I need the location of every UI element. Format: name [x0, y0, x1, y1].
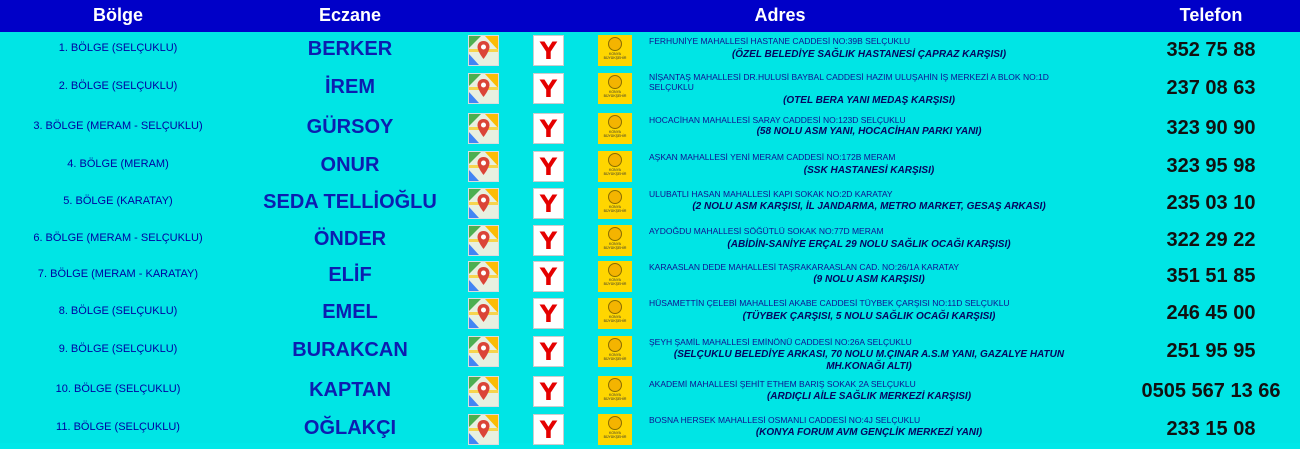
- konya-buyuksehir-icon[interactable]: [598, 414, 632, 445]
- yandex-icon[interactable]: Y: [533, 414, 564, 445]
- address-line: AŞKAN MAHALLESİ YENİ MERAM CADDESİ NO:172B MERAM: [649, 152, 896, 162]
- header-phone: Telefon: [1179, 5, 1243, 25]
- address-line: ULUBATLI HASAN MAHALLESİ KAPI SOKAK NO:2D KARATAY: [649, 189, 893, 199]
- address-line: BOSNA HERSEK MAHALLESİ OSMANLI CADDESİ NO:4J SELÇUKLU: [649, 415, 921, 425]
- region-label: 8. BÖLGE (SELÇUKLU): [58, 305, 178, 317]
- address-note: (SELÇUKLU BELEDİYE ARKASI, 70 NOLU M.ÇINAR A.S.M YANI, GAZALYE HATUN MH.KONAĞI ALTI): [673, 349, 1065, 372]
- konya-logo-text: KONYA BÜYÜKŞEHİR: [603, 315, 627, 323]
- konya-logo-text: KONYA BÜYÜKŞEHİR: [603, 90, 627, 98]
- table-row: [0, 372, 1300, 410]
- pharmacy-name: BURAKCAN: [292, 339, 408, 361]
- table-row: [0, 109, 1300, 147]
- address-line: KARAASLAN DEDE MAHALLESİ TAŞRAKARAASLAN CAD. NO:26/1A KARATAY: [649, 262, 960, 272]
- google-maps-icon[interactable]: [468, 151, 499, 182]
- konya-logo-text: KONYA BÜYÜKŞEHİR: [603, 130, 627, 138]
- yandex-icon[interactable]: Y: [533, 73, 564, 104]
- konya-buyuksehir-icon[interactable]: [598, 298, 632, 329]
- address-note: (TÜYBEK ÇARŞISI, 5 NOLU SAĞLIK OCAĞI KARŞISI): [742, 311, 996, 322]
- table-row: [0, 147, 1300, 185]
- konya-logo-text: KONYA BÜYÜKŞEHİR: [603, 205, 627, 213]
- pharmacy-name: İREM: [325, 76, 375, 98]
- phone-number: 352 75 88: [1166, 39, 1256, 61]
- yandex-icon[interactable]: Y: [533, 376, 564, 407]
- google-maps-icon[interactable]: [468, 261, 499, 292]
- table-row: [0, 294, 1300, 332]
- region-label: 10. BÖLGE (SELÇUKLU): [55, 383, 181, 395]
- phone-number: 251 95 95: [1166, 340, 1256, 362]
- address-line: HOCACİHAN MAHALLESİ SARAY CADDESİ NO:123D SELÇUKLU: [649, 115, 906, 125]
- konya-logo-text: KONYA BÜYÜKŞEHİR: [603, 353, 627, 361]
- phone-number: 0505 567 13 66: [1141, 380, 1281, 402]
- header-region: Bölge: [92, 5, 143, 25]
- google-maps-icon[interactable]: [468, 73, 499, 104]
- table-row: [0, 31, 1300, 69]
- konya-buyuksehir-icon[interactable]: [598, 225, 632, 256]
- table-row: [0, 69, 1300, 107]
- table-row: [0, 257, 1300, 295]
- region-label: 7. BÖLGE (MERAM - KARATAY): [37, 268, 199, 280]
- table-row: [0, 332, 1300, 370]
- konya-logo-text: KONYA BÜYÜKŞEHİR: [603, 431, 627, 439]
- address-note: (9 NOLU ASM KARŞISI): [813, 274, 925, 285]
- region-label: 9. BÖLGE (SELÇUKLU): [58, 343, 178, 355]
- address-note: (KONYA FORUM AVM GENÇLİK MERKEZİ YANI): [755, 427, 983, 438]
- header-address: Adres: [754, 5, 806, 25]
- header-pharmacy: Eczane: [318, 5, 382, 25]
- google-maps-icon[interactable]: [468, 414, 499, 445]
- region-label: 5. BÖLGE (KARATAY): [63, 195, 173, 207]
- yandex-icon[interactable]: Y: [533, 188, 564, 219]
- konya-buyuksehir-icon[interactable]: [598, 73, 632, 104]
- phone-number: 323 90 90: [1166, 117, 1256, 139]
- pharmacy-name: SEDA TELLİOĞLU: [263, 191, 437, 213]
- konya-buyuksehir-icon[interactable]: [598, 113, 632, 144]
- region-label: 1. BÖLGE (SELÇUKLU): [58, 42, 178, 54]
- yandex-icon[interactable]: Y: [533, 298, 564, 329]
- konya-logo-text: KONYA BÜYÜKŞEHİR: [603, 393, 627, 401]
- pharmacy-name: BERKER: [307, 38, 393, 60]
- pharmacy-name: ONUR: [320, 154, 380, 176]
- google-maps-icon[interactable]: [468, 298, 499, 329]
- address-note: (SSK HASTANESİ KARŞISI): [803, 165, 935, 176]
- yandex-icon[interactable]: Y: [533, 336, 564, 367]
- konya-logo-text: KONYA BÜYÜKŞEHİR: [603, 242, 627, 250]
- region-label: 2. BÖLGE (SELÇUKLU): [58, 80, 178, 92]
- phone-number: 233 15 08: [1166, 418, 1256, 440]
- google-maps-icon[interactable]: [468, 376, 499, 407]
- address-note: (ÖZEL BELEDİYE SAĞLIK HASTANESİ ÇAPRAZ KARŞISI): [731, 49, 1007, 60]
- google-maps-icon[interactable]: [468, 188, 499, 219]
- pharmacy-name: ÖNDER: [313, 228, 387, 250]
- address-line: AYDOĞDU MAHALLESİ SÖĞÜTLÜ SOKAK NO:77D MERAM: [649, 226, 884, 236]
- yandex-icon[interactable]: Y: [533, 151, 564, 182]
- phone-number: 322 29 22: [1166, 229, 1256, 251]
- pharmacy-name: OĞLAKÇI: [303, 417, 397, 439]
- google-maps-icon[interactable]: [468, 225, 499, 256]
- table-row: [0, 221, 1300, 259]
- address-note: (OTEL BERA YANI MEDAŞ KARŞISI): [783, 95, 955, 106]
- google-maps-icon[interactable]: [468, 336, 499, 367]
- yandex-icon[interactable]: Y: [533, 225, 564, 256]
- address-line: FERHUNİYE MAHALLESİ HASTANE CADDESİ NO:39B SELÇUKLU: [649, 36, 911, 46]
- address-line: ŞEYH ŞAMİL MAHALLESİ EMİNÖNÜ CADDESİ NO:26A SELÇUKLU: [649, 337, 912, 347]
- address-note: (2 NOLU ASM KARŞISI, İL JANDARMA, METRO MARKET, GESAŞ ARKASI): [692, 201, 1046, 212]
- phone-number: 323 95 98: [1166, 155, 1256, 177]
- region-label: 3. BÖLGE (MERAM - SELÇUKLU): [33, 120, 203, 132]
- region-label: 11. BÖLGE (SELÇUKLU): [56, 421, 180, 433]
- address-line: AKADEMİ MAHALLESİ ŞEHİT ETHEM BARIŞ SOKAK 2A SELÇUKLU: [649, 379, 916, 389]
- pharmacy-name: KAPTAN: [309, 379, 391, 401]
- google-maps-icon[interactable]: [468, 35, 499, 66]
- konya-buyuksehir-icon[interactable]: [598, 151, 632, 182]
- table-row: [0, 184, 1300, 222]
- konya-logo-text: KONYA BÜYÜKŞEHİR: [603, 278, 627, 286]
- pharmacy-name: GÜRSOY: [306, 116, 394, 138]
- address-note: (ABİDİN-SANİYE ERÇAL 29 NOLU SAĞLIK OCAĞI KARŞISI): [727, 239, 1011, 250]
- google-maps-icon[interactable]: [468, 113, 499, 144]
- konya-buyuksehir-icon[interactable]: [598, 188, 632, 219]
- address-line: HÜSAMETTİN ÇELEBİ MAHALLESİ AKABE CADDESİ TÜYBEK ÇARŞISI NO:11D SELÇUKLU: [649, 298, 1010, 308]
- pharmacy-name: ELİF: [328, 264, 372, 286]
- address-line: NİŞANTAŞ MAHALLESİ DR.HULUSİ BAYBAL CADDESİ HAZIM ULUŞAHİN İŞ MERKEZİ A BLOK NO:1D SELÇUKLU: [649, 72, 1049, 92]
- phone-number: 237 08 63: [1166, 77, 1256, 99]
- konya-buyuksehir-icon[interactable]: [598, 35, 632, 66]
- region-label: 4. BÖLGE (MERAM): [67, 158, 169, 170]
- konya-buyuksehir-icon[interactable]: [598, 336, 632, 367]
- address-note: (ARDIÇLI AİLE SAĞLIK MERKEZİ KARŞISI): [766, 391, 972, 402]
- konya-buyuksehir-icon[interactable]: [598, 261, 632, 292]
- phone-number: 351 51 85: [1166, 265, 1256, 287]
- address-note: (58 NOLU ASM YANI, HOCACİHAN PARKI YANI): [756, 126, 982, 137]
- pharmacy-name: EMEL: [322, 301, 378, 323]
- region-label: 6. BÖLGE (MERAM - SELÇUKLU): [33, 232, 203, 244]
- phone-number: 246 45 00: [1166, 302, 1256, 324]
- konya-buyuksehir-icon[interactable]: [598, 376, 632, 407]
- yandex-icon[interactable]: Y: [533, 35, 564, 66]
- konya-logo-text: KONYA BÜYÜKŞEHİR: [603, 168, 627, 176]
- yandex-icon[interactable]: Y: [533, 113, 564, 144]
- table-header: [0, 0, 1300, 32]
- phone-number: 235 03 10: [1166, 192, 1256, 214]
- yandex-icon[interactable]: Y: [533, 261, 564, 292]
- table-row: [0, 410, 1300, 448]
- konya-logo-text: KONYA BÜYÜKŞEHİR: [603, 52, 627, 60]
